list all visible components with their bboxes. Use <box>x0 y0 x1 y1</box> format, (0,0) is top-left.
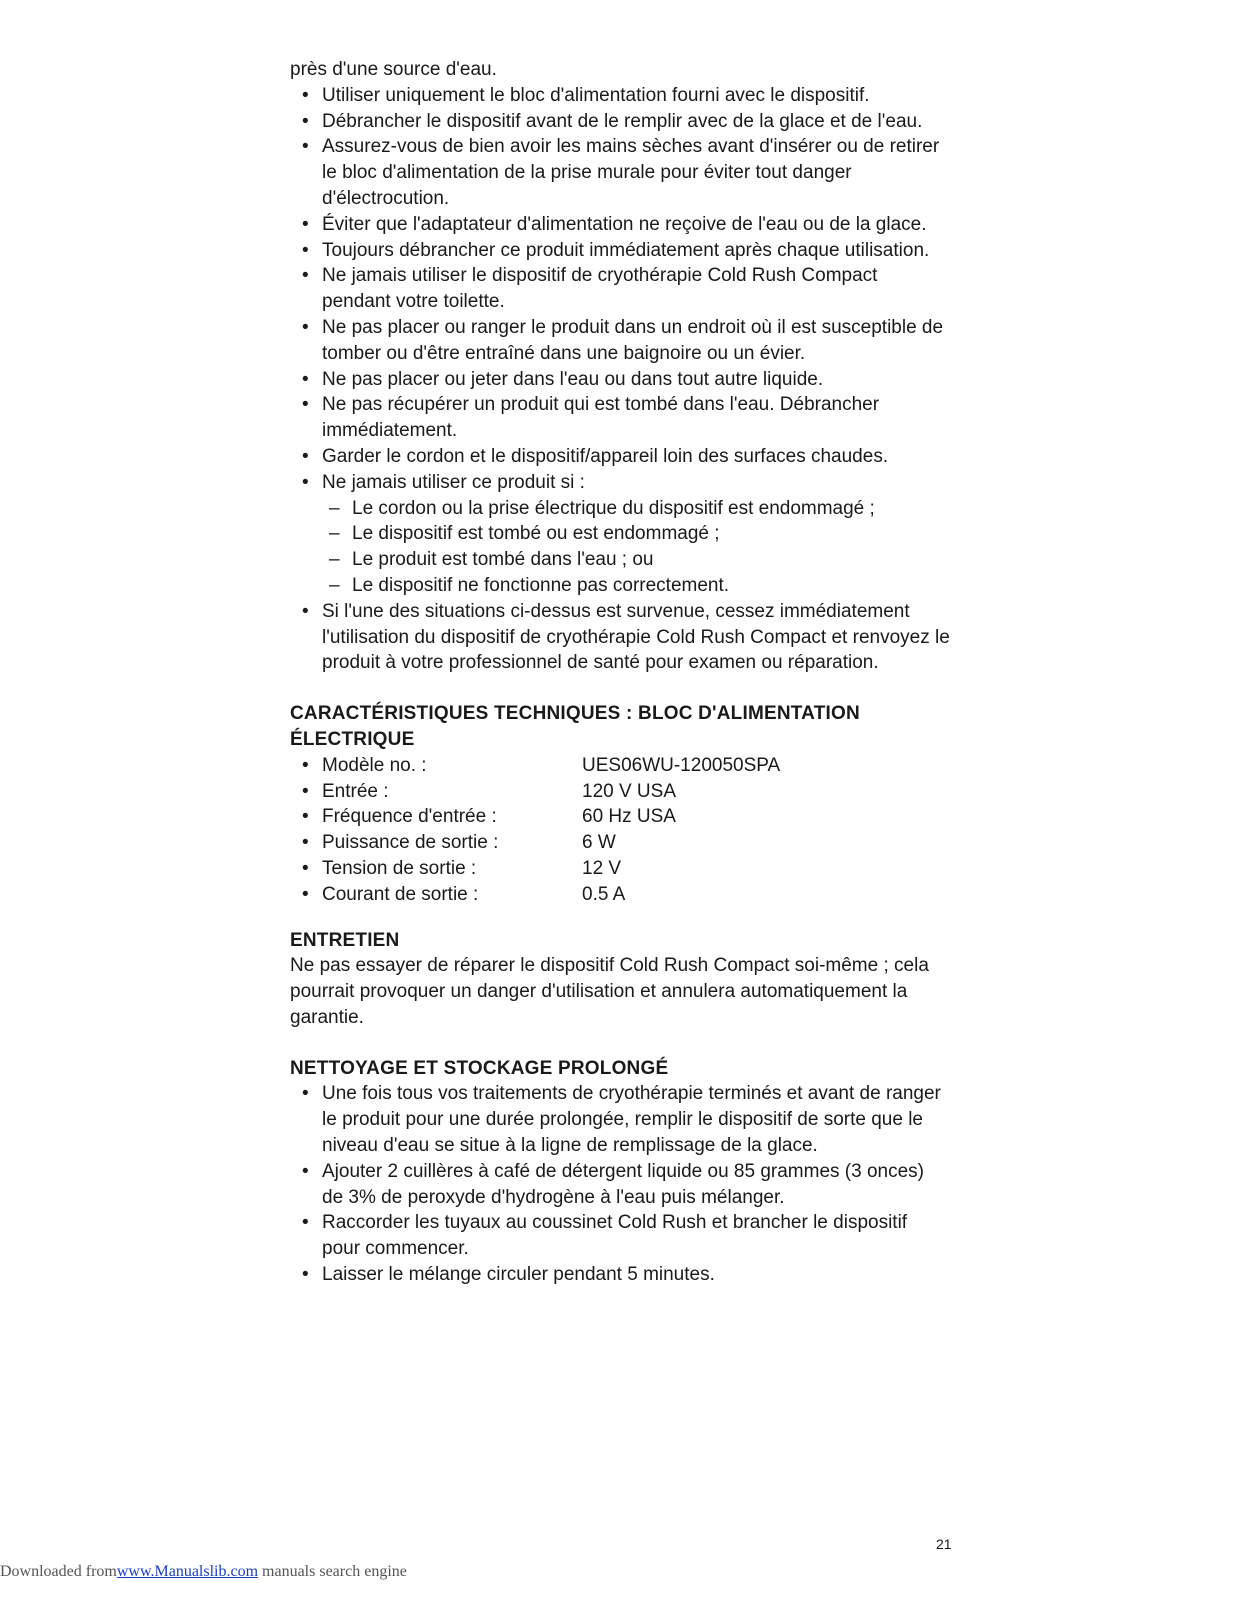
spec-row <box>290 830 950 856</box>
list-item-text: Ne jamais utiliser ce produit si : <box>322 471 585 493</box>
safety-list <box>290 83 950 676</box>
list-item: • Raccorder les tuyaux au coussinet Cold Rush et brancher le dispositif pour commencer. <box>290 1210 950 1262</box>
download-footer <box>0 1563 407 1581</box>
list-item: • Utiliser uniquement le bloc d'alimentation fourni avec le dispositif. <box>290 83 950 109</box>
spec-value: 60 Hz USA <box>582 806 676 828</box>
spec-value: 0.5 A <box>582 883 626 905</box>
spec-label: • Tension de sortie : <box>322 857 477 879</box>
cleaning-heading: NETTOYAGE ET STOCKAGE PROLONGÉ <box>290 1057 669 1079</box>
list-item-with-sublist <box>290 470 950 599</box>
sub-list-item: – Le dispositif ne fonctionne pas correctement. <box>322 573 950 599</box>
cleaning-list <box>290 1081 950 1287</box>
specs-heading: CARACTÉRISTIQUES TECHNIQUES : BLOC D'ALIMENTATION ÉLECTRIQUE <box>290 703 860 750</box>
spec-row <box>290 804 950 830</box>
spec-value: 120 V USA <box>582 780 676 802</box>
spec-label: • Fréquence d'entrée : <box>322 806 497 828</box>
spec-value: 6 W <box>582 832 616 854</box>
sub-list-item: – Le dispositif est tombé ou est endommagé ; <box>322 521 950 547</box>
list-item: • Ne pas placer ou ranger le produit dans un endroit où il est susceptible de tomber ou d'être entraîné dans une baignoire ou un évier. <box>290 315 950 367</box>
list-item: • Toujours débrancher ce produit immédiatement après chaque utilisation. <box>290 238 950 264</box>
list-item: • Ne pas récupérer un produit qui est tombé dans l'eau. Débrancher immédiatement. <box>290 392 950 444</box>
list-item: • Débrancher le dispositif avant de le remplir avec de la glace et de l'eau. <box>290 109 950 135</box>
spec-row <box>290 856 950 882</box>
maintenance-text: Ne pas essayer de réparer le dispositif Cold Rush Compact soi-même ; cela pourrait provoquer un danger d'utilisation et annulera automatiquement la garantie. <box>290 955 929 1028</box>
manualslib-link[interactable]: www.Manualslib.com <box>116 1563 259 1580</box>
document-page <box>290 57 950 1288</box>
list-item: • Assurez-vous de bien avoir les mains sèches avant d'insérer ou de retirer le bloc d'alimentation de la prise murale pour éviter tout danger d'électrocution. <box>290 134 950 211</box>
spec-row <box>290 779 950 805</box>
sub-list-item: – Le produit est tombé dans l'eau ; ou <box>322 547 950 573</box>
spec-label: • Courant de sortie : <box>322 883 479 905</box>
list-item: • Garder le cordon et le dispositif/appareil loin des surfaces chaudes. <box>290 444 950 470</box>
spec-row <box>290 882 950 908</box>
spec-value: UES06WU-120050SPA <box>582 754 781 776</box>
sub-list-item: – Le cordon ou la prise électrique du dispositif est endommagé ; <box>322 496 950 522</box>
list-item: • Ajouter 2 cuillères à café de détergent liquide ou 85 grammes (3 onces) de 3% de peroxyde d'hydrogène à l'eau puis mélanger. <box>290 1159 950 1211</box>
list-item: • Éviter que l'adaptateur d'alimentation ne reçoive de l'eau ou de la glace. <box>290 212 950 238</box>
safety-sub-list <box>322 496 950 599</box>
footer-prefix: Downloaded from <box>0 1563 117 1580</box>
list-item: • Si l'une des situations ci-dessus est survenue, cessez immédiatement l'utilisation du dispositif de cryothérapie Cold Rush Compact et renvoyez le produit à votre professionnel de santé pour examen ou réparation. <box>290 599 950 676</box>
list-item: • Ne jamais utiliser le dispositif de cryothérapie Cold Rush Compact pendant votre toilette. <box>290 263 950 315</box>
maintenance-heading: ENTRETIEN <box>290 929 400 951</box>
list-item: • Ne pas placer ou jeter dans l'eau ou dans tout autre liquide. <box>290 367 950 393</box>
intro-text: près d'une source d'eau. <box>290 59 497 80</box>
list-item: • Laisser le mélange circuler pendant 5 minutes. <box>290 1262 950 1288</box>
spec-label: • Modèle no. : <box>322 754 427 776</box>
spec-label: • Puissance de sortie : <box>322 832 499 854</box>
spec-value: 12 V <box>582 857 622 879</box>
list-item: • Une fois tous vos traitements de cryothérapie terminés et avant de ranger le produit pour une durée prolongée, remplir le dispositif de sorte que le niveau d'eau se situe à la ligne de remplissage de la glace. <box>290 1081 950 1158</box>
footer-suffix: manuals search engine <box>258 1563 407 1580</box>
spec-row <box>290 753 950 779</box>
page-number: 21 <box>936 1536 952 1552</box>
spec-label: • Entrée : <box>322 780 389 802</box>
specs-list <box>290 753 950 908</box>
